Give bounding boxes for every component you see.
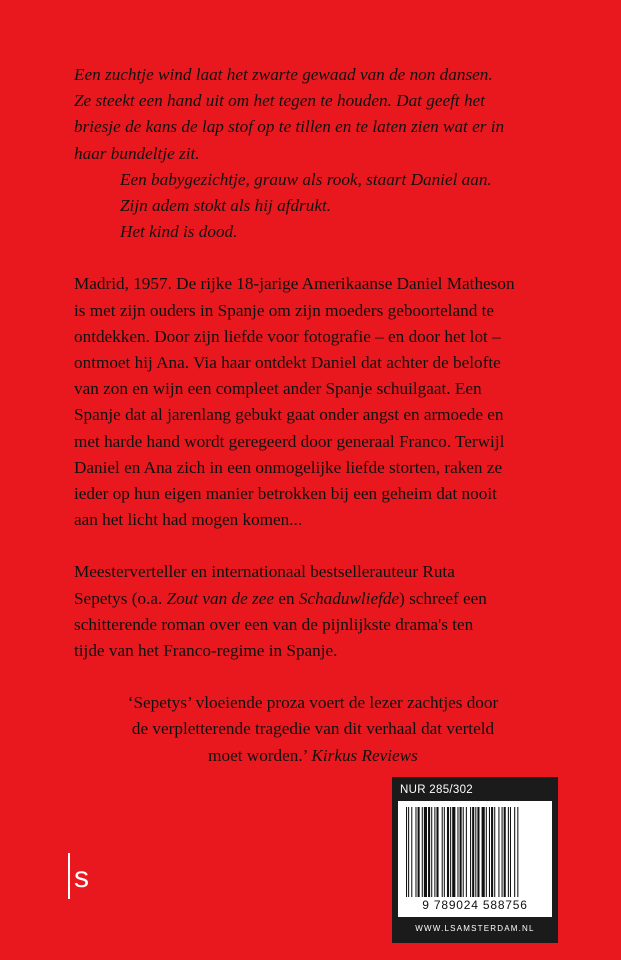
barcode-bar bbox=[491, 807, 493, 897]
summary-line: Madrid, 1957. De rijke 18-jarige Amerikaanse Daniel Matheson bbox=[74, 274, 515, 294]
barcode-bar bbox=[498, 807, 499, 897]
intro-excerpt bbox=[74, 62, 552, 245]
author-line: schitterende roman over een van de pijnlijkste drama's ten bbox=[74, 614, 474, 634]
logo-text: s bbox=[74, 861, 89, 894]
author-line: tijde van het Franco-regime in Spanje. bbox=[74, 641, 338, 661]
summary-line: van zon en wijn een compleet ander Spanje schuilgaat. Een bbox=[74, 379, 482, 399]
barcode-bar bbox=[514, 807, 515, 897]
barcode-bar bbox=[466, 807, 467, 897]
barcode-bar bbox=[447, 807, 449, 897]
publisher-website: WWW.LSAMSTERDAM.NL bbox=[415, 924, 535, 933]
logo-bar bbox=[68, 853, 70, 899]
barcode-bar bbox=[517, 807, 518, 897]
barcode-bar bbox=[494, 807, 495, 897]
barcode-panel bbox=[398, 801, 552, 917]
book-title: Zout van de zee bbox=[166, 588, 275, 608]
barcode-bar bbox=[486, 807, 487, 897]
barcode-bar bbox=[450, 807, 451, 897]
barcode-bar bbox=[508, 807, 509, 897]
quote-line: moet worden.’ bbox=[208, 745, 312, 765]
barcode-bar bbox=[444, 807, 445, 897]
barcode-bar bbox=[452, 807, 455, 897]
review-quote bbox=[74, 690, 552, 769]
nur-code: NUR 285/302 bbox=[400, 784, 473, 796]
barcode-bar bbox=[431, 807, 432, 897]
summary-line: met harde hand wordt geregeerd door generaal Franco. Terwijl bbox=[74, 431, 505, 451]
barcode-bar bbox=[434, 807, 435, 897]
barcode-bar bbox=[489, 807, 490, 897]
intro-line: Het kind is dood. bbox=[120, 222, 238, 242]
intro-line: Een babygezichtje, grauw als rook, staart Daniel aan. bbox=[120, 169, 492, 189]
barcode-bar bbox=[470, 807, 471, 897]
barcode-bar bbox=[482, 807, 485, 897]
barcode-bar bbox=[463, 807, 464, 897]
barcode-bar bbox=[460, 807, 462, 897]
summary-line: aan het licht had mogen komen... bbox=[74, 510, 303, 530]
intro-line: Zijn adem stokt als hij afdrukt. bbox=[120, 196, 332, 216]
intro-line: Ze steekt een hand uit om het tegen te houden. Dat geeft het bbox=[74, 91, 485, 111]
barcode-bar bbox=[436, 807, 438, 897]
author-line-mid: en bbox=[274, 588, 299, 608]
intro-line: haar bundeltje zit. bbox=[74, 143, 200, 163]
barcode-bar bbox=[415, 807, 416, 897]
barcode-bar bbox=[502, 807, 503, 897]
summary-paragraph bbox=[74, 271, 552, 533]
barcode-bar bbox=[408, 807, 409, 897]
summary-line: ontdekken. Door zijn liefde voor fotografie – en door het lot – bbox=[74, 326, 501, 346]
barcode-bar bbox=[504, 807, 506, 897]
barcode-bar bbox=[510, 807, 511, 897]
barcode-block bbox=[392, 777, 558, 943]
back-cover-text bbox=[74, 62, 552, 786]
summary-line: ontmoet hij Ana. Via haar ontdekt Daniel dat achter de belofte bbox=[74, 353, 501, 373]
summary-line: Spanje dat al jarenlang gebukt gaat onder angst en armoede en bbox=[74, 405, 504, 425]
barcode-bar bbox=[406, 807, 407, 897]
summary-line: Daniel en Ana zich in een onmogelijke liefde storten, raken ze bbox=[74, 457, 503, 477]
book-title: Schaduwliefde bbox=[298, 588, 400, 608]
publisher-logo bbox=[68, 853, 128, 903]
barcode-bar bbox=[477, 807, 479, 897]
barcode-bar bbox=[457, 807, 458, 897]
barcode-bar bbox=[418, 807, 420, 897]
barcode-bars bbox=[406, 807, 544, 897]
barcode-bar bbox=[411, 807, 412, 897]
barcode-bar bbox=[424, 807, 427, 897]
author-line: Meesterverteller en internationaal bestsellerauteur Ruta bbox=[74, 562, 455, 582]
barcode-bar bbox=[475, 807, 476, 897]
summary-line: ieder op hun eigen manier betrokken bij een geheim dat nooit bbox=[74, 484, 497, 504]
isbn-number: 9 789024 588756 bbox=[422, 898, 528, 912]
intro-line: briesje de kans de lap stof op te tillen en te laten zien wat er in bbox=[74, 117, 505, 137]
summary-line: is met zijn ouders in Spanje om zijn moeders geboorteland te bbox=[74, 300, 495, 320]
barcode-bar bbox=[428, 807, 430, 897]
barcode-bar bbox=[472, 807, 474, 897]
intro-line: Een zuchtje wind laat het zwarte gewaad van de non dansen. bbox=[74, 65, 493, 84]
author-line-post: ) schreef een bbox=[399, 588, 487, 608]
barcode-bar bbox=[442, 807, 443, 897]
quote-source: Kirkus Reviews bbox=[311, 745, 418, 765]
author-line-pre: Sepetys (o.a. bbox=[74, 588, 167, 608]
barcode-bar bbox=[422, 807, 423, 897]
quote-line: de verpletterende tragedie van dit verhaal dat verteld bbox=[131, 719, 495, 739]
quote-line: ‘Sepetys’ vloeiende proza voert de lezer zachtjes door bbox=[127, 693, 499, 713]
author-paragraph bbox=[74, 559, 552, 664]
